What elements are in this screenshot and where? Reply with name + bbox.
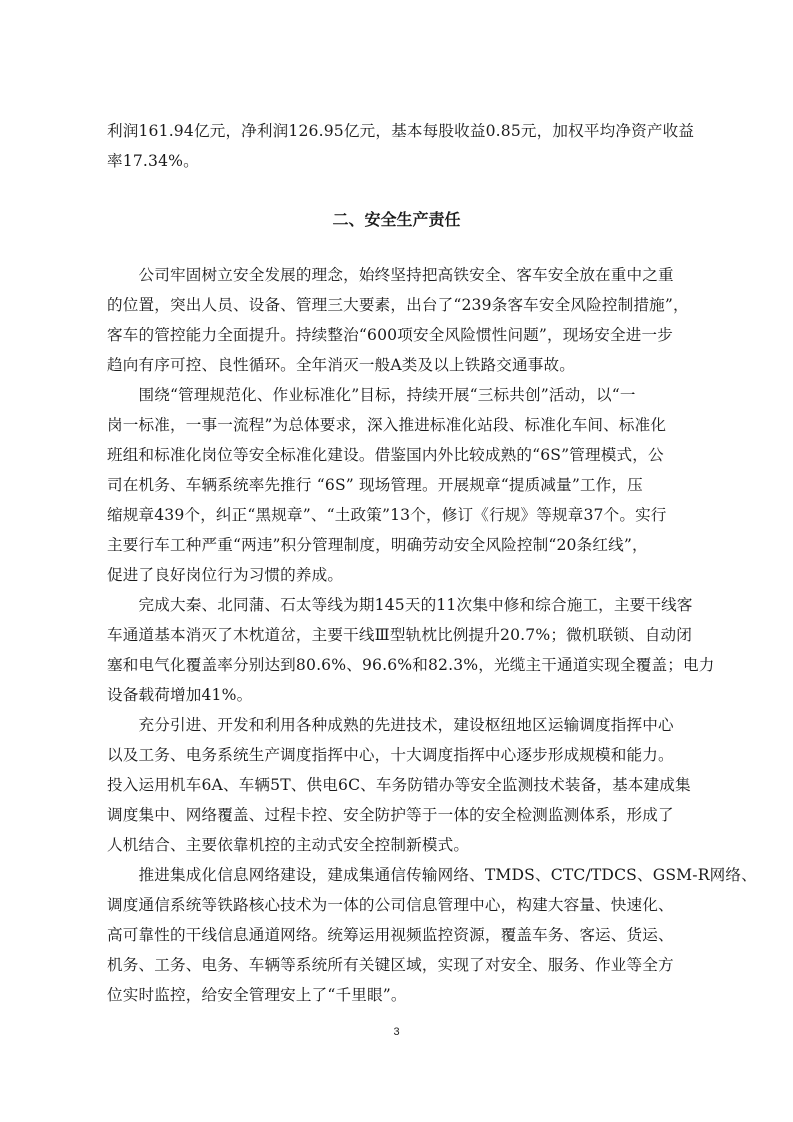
intro-line-1: 利润161.94亿元，净利润126.95亿元，基本每股收益0.85元，加权平均净资产收益 (107, 122, 695, 140)
paragraph-line: 以及工务、电务系统生产调度指挥中心，十大调度指挥中心逐步形成规模和能力。 (107, 746, 674, 764)
paragraph-line: 调度集中、网络覆盖、过程卡控、安全防护等于一体的安全检测监测体系，形成了 (107, 806, 674, 824)
paragraph-line: 完成大秦、北同蒲、石太等线为期145天的11次集中修和综合施工，主要干线客 (107, 596, 693, 614)
paragraph-line: 公司牢固树立安全发展的理念，始终坚持把高铁安全、客车安全放在重中之重 (107, 266, 674, 284)
paragraph-line: 主要行车工种严重“两违”积分管理制度，明确劳动安全风险控制“20条红线”， (107, 536, 648, 554)
paragraph-line: 车通道基本消灭了木枕道岔，主要干线Ⅲ型轨枕比例提升20.7%；微机联锁、自动闭 (107, 626, 693, 644)
paragraph-line: 调度通信系统等铁路核心技术为一体的公司信息管理中心，构建大容量、快速化、 (107, 896, 674, 914)
paragraph-line: 围绕“管理规范化、作业标准化”目标，持续开展“三标共创”活动，以“一 (107, 386, 636, 404)
paragraph-line: 投入运用机车6A、车辆5T、供电6C、车务防错办等安全监测技术装备，基本建成集 (107, 776, 691, 794)
paragraph-line: 的位置，突出人员、设备、管理三大要素，出台了“239条客车安全风险控制措施”， (107, 296, 689, 314)
paragraph-line: 位实时监控，给安全管理安上了“千里眼”。 (107, 986, 407, 1004)
paragraph-line: 高可靠性的干线信息通道网络。统筹运用视频监控资源，覆盖车务、客运、货运、 (107, 926, 674, 944)
paragraph-line: 推进集成化信息网络建设，建成集通信传输网络、TMDS、CTC/TDCS、GSM-R网络、 (107, 866, 757, 884)
paragraph-line: 客车的管控能力全面提升。持续整治“600项安全风险惯性问题”，现场安全进一步 (107, 326, 674, 344)
page-number: 3 (393, 1026, 400, 1038)
intro-line-2: 率17.34%。 (107, 152, 199, 170)
paragraph-line: 塞和电气化覆盖率分别达到80.6%、96.6%和82.3%，光缆主干通道实现全覆盖；电力 (107, 656, 715, 674)
paragraph-line: 机务、工务、电务、车辆等系统所有关键区域，实现了对安全、服务、作业等全方 (107, 956, 674, 974)
paragraph-line: 促进了良好岗位行为习惯的养成。 (107, 566, 344, 584)
paragraph-line: 充分引进、开发和利用各种成熟的先进技术，建设枢纽地区运输调度指挥中心 (107, 716, 674, 734)
paragraph-line: 司在机务、车辆系统率先推行 “6S” 现场管理。开展规章“提质减量”工作，压 (107, 476, 643, 494)
paragraph-line: 岗一标准，一事一流程”为总体要求，深入推进标准化站段、标准化车间、标准化 (107, 416, 667, 434)
paragraph-line: 班组和标准化岗位等安全标准化建设。借鉴国内外比较成熟的“6S”管理模式，公 (107, 446, 664, 464)
paragraph-line: 缩规章439个，纠正“黑规章”、“土政策”13个，修订《行规》等规章37个。实行 (107, 506, 667, 524)
paragraph-line: 设备载荷增加41%。 (107, 686, 253, 704)
paragraph-line: 人机结合、主要依靠机控的主动式安全控制新模式。 (107, 836, 470, 854)
paragraph-line: 趋向有序可控、良性循环。全年消灭一般A类及以上铁路交通事故。 (107, 356, 575, 374)
section-heading: 二、安全生产责任 (332, 210, 461, 229)
